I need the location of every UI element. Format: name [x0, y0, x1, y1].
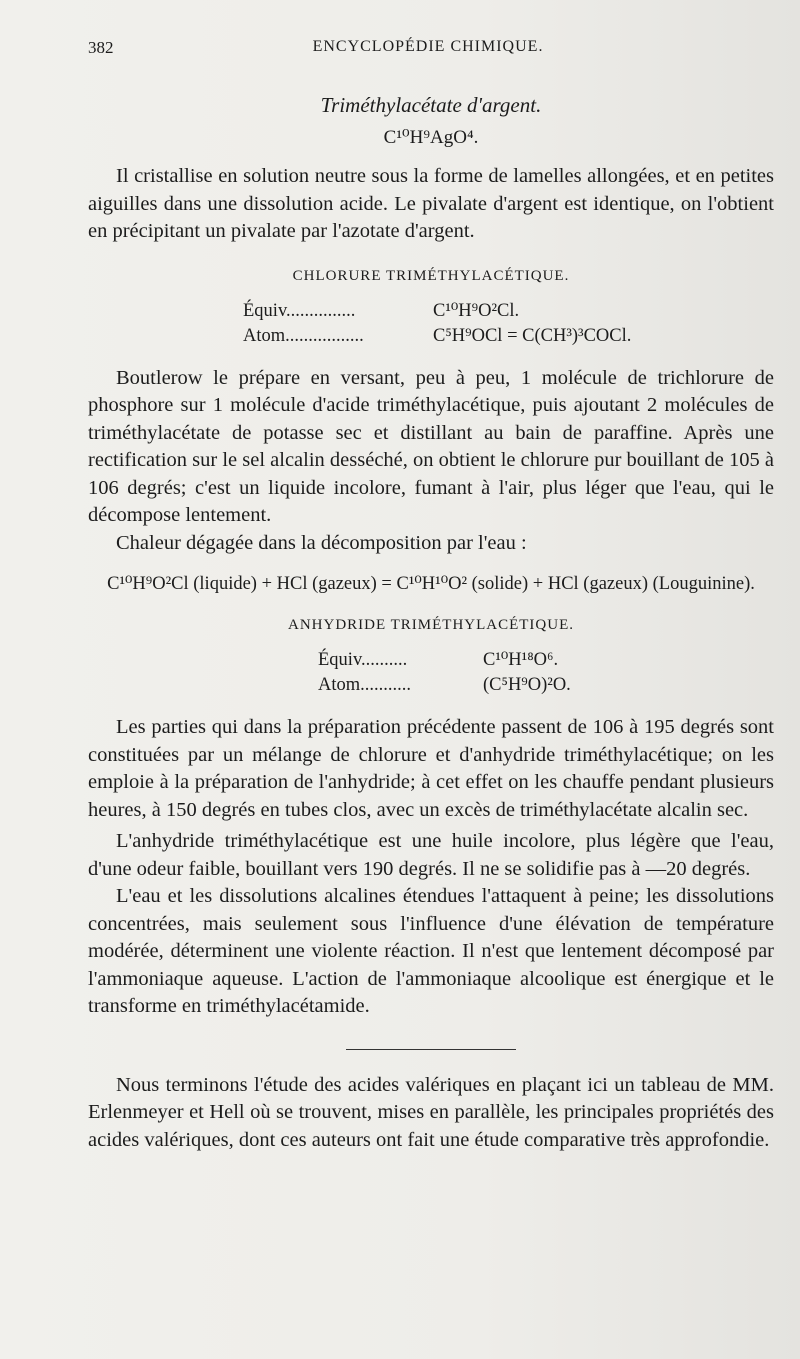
chlorure-equiv-row [243, 299, 774, 324]
chlorure-equation: C¹⁰H⁹O²Cl (liquide) + HCl (gazeux) = C¹⁰H¹⁰O² (solide) + HCl (gazeux) (Louguinine). [107, 574, 755, 594]
page-body [88, 92, 774, 1154]
anhydride-formula-list [318, 648, 774, 698]
anhydride-paragraph-3: L'eau et les dissolutions alcalines étendues l'attaquent à peine; les dissolutions concentrées, mais seulement sous l'influence d'une élévation de température modérée, déterminent une violente réaction. Il n'est que lentement décomposé par l'ammoniaque aqueuse. L'action de l'ammoniaque alcoolique est énergique et le transforme en triméthylacétamide. [88, 885, 774, 1017]
chlorure-paragraph-1: Boutlerow le prépare en versant, peu à peu, 1 molécule de trichlorure de phosphore sur 1 molécule d'acide triméthylacétique, puis ajoutant 2 molécules de triméthylacétate de potasse sec et distillant au bain de paraffine. Après une rectification sur le sel alcalin desséché, on obtient le chlorure pur bouillant de 105 à 106 degrés; c'est un liquide incolore, fumant à l'air, plus léger que l'eau, qui le décompose lentement. [88, 366, 774, 526]
section-heading-anhydride: ANHYDRIDE TRIMÉTHYLACÉTIQUE. [287, 617, 575, 633]
silver-salt-paragraph: Il cristallise en solution neutre sous la forme de lamelles allongées, et en petites aiguilles dans une dissolution acide. Le pivalate d'argent est identique, on l'obtient en précipitant un pivalate par l'azotate d'argent. [88, 165, 774, 242]
anhydride-equiv-value: C¹⁰H¹⁸O⁶. [483, 650, 559, 670]
running-title: ENCYCLOPÉDIE CHIMIQUE. [312, 38, 544, 55]
chlorure-formula-list [243, 299, 774, 349]
anhydride-equiv-row [318, 648, 774, 673]
silver-salt-formula: C¹⁰H⁹AgO⁴. [383, 126, 479, 148]
chlorure-paragraph-2: Chaleur dégagée dans la décomposition par l'eau : [116, 531, 527, 554]
chlorure-equiv-value: C¹⁰H⁹O²Cl. [433, 300, 520, 321]
page-number: 382 [88, 38, 114, 57]
section-divider [346, 1049, 516, 1050]
chlorure-atom-label: Atom................. [243, 325, 364, 346]
page-header [88, 38, 768, 66]
anhydride-atom-row [318, 673, 774, 698]
chlorure-atom-value: C⁵H⁹OCl = C(CH³)³COCl. [433, 325, 632, 346]
anhydride-paragraph-2: L'anhydride triméthylacétique est une huile incolore, plus légère que l'eau, d'une odeur faible, bouillant vers 190 degrés. Il ne se solidifie pas à —20 degrés. [88, 830, 774, 880]
section-heading-chlorure: CHLORURE TRIMÉTHYLACÉTIQUE. [292, 267, 570, 284]
anhydride-equiv-label: Équiv.......... [318, 650, 408, 670]
anhydride-paragraph-1: Les parties qui dans la préparation précédente passent de 106 à 195 degrés sont constituées par un mélange de chlorure et d'anhydride triméthylacétique; on les emploie à la préparation de l'anhydride; à cet effet on les chauffe pendant plusieurs heures, à 150 degrés en tubes clos, avec un excès de triméthylacétate alcalin sec. [88, 716, 774, 821]
anhydride-atom-value: (C⁵H⁹O)²O. [483, 675, 571, 695]
conclusion-paragraph: Nous terminons l'étude des acides valériques en plaçant ici un tableau de MM. Erlenmeyer et Hell où se trouvent, mises en parallèle, les principales propriétés des acides valériques, dont ces auteurs ont fait une étude comparative très approfondie. [88, 1073, 774, 1151]
section-title-silver-salt: Triméthylacétate d'argent. [320, 93, 542, 117]
chlorure-atom-row [243, 324, 774, 349]
chlorure-equiv-label: Équiv............... [243, 300, 356, 321]
anhydride-atom-label: Atom........... [318, 675, 412, 695]
